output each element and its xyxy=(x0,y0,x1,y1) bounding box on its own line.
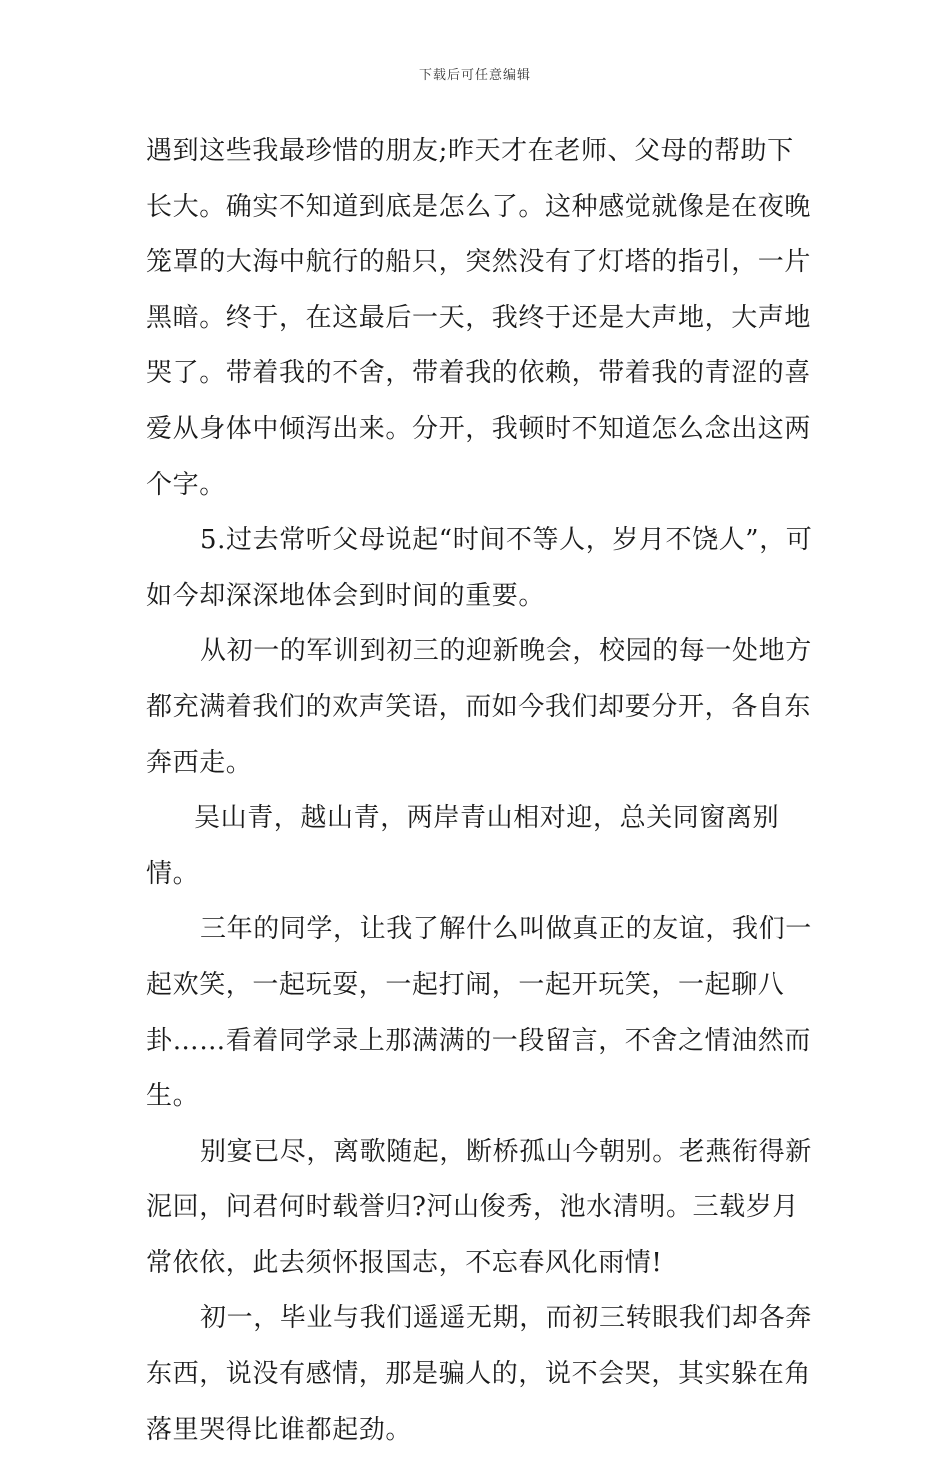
paragraph: 从初一的军训到初三的迎新晚会，校园的每一处地方都充满着我们的欢声笑语，而如今我们却要分开，各自东奔西走。 xyxy=(146,636,812,778)
paragraph: 别宴已尽，离歌随起，断桥孤山今朝别。老燕衔得新泥回，问君何时载誉归?河山俊秀，池水清明。三载岁月常依依，此去须怀报国志，不忘春风化雨情! xyxy=(146,1136,812,1278)
paragraph: 初一，毕业与我们遥遥无期，而初三转眼我们却各奔东西，说没有感情，那是骗人的，说不会哭，其实躲在角落里哭得比谁都起劲。 xyxy=(146,1303,812,1445)
paragraph-continuation: 遇到这些我最珍惜的朋友;昨天才在老师、父母的帮助下长大。确实不知道到底是怎么了。这种感觉就像是在夜晚笼罩的大海中航行的船只，突然没有了灯塔的指引，一片黑暗。终于，在这最后一天，我终于还是大声地，大声地哭了。带着我的不舍，带着我的依赖，带着我的青涩的喜爱从身体中倾泻出来。分开，我顿时不知道怎么念出这两个字。 xyxy=(146,136,812,500)
paragraph-verse: 吴山青，越山青，两岸青山相对迎，总关同窗离别情。 xyxy=(146,803,780,889)
paragraph: 三年的同学，让我了解什么叫做真正的友谊，我们一起欢笑，一起玩耍，一起打闹，一起开玩笑，一起聊八卦……看着同学录上那满满的一段留言，不舍之情油然而生。 xyxy=(146,914,812,1112)
paragraph-5: 5.过去常听父母说起“时间不等人，岁月不饶人”，可如今却深深地体会到时间的重要。 xyxy=(146,525,813,611)
document-body xyxy=(146,124,814,1458)
header-note: 下载后可任意编辑 xyxy=(418,68,531,83)
